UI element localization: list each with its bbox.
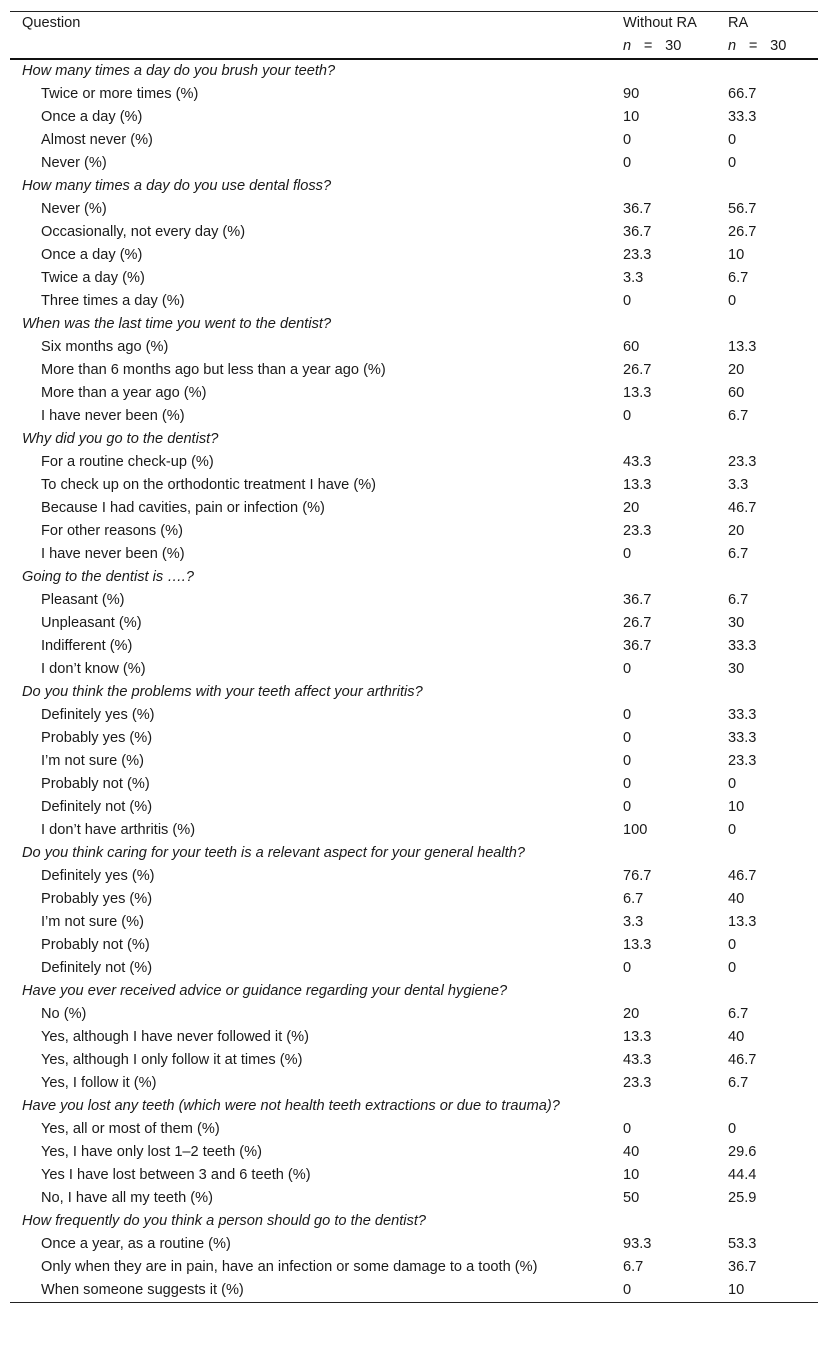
table-row bbox=[10, 1049, 818, 1072]
ra-value: 33.3 bbox=[728, 109, 757, 125]
table-row bbox=[10, 382, 818, 405]
option-label: Yes I have lost between 3 and 6 teeth (%) bbox=[41, 1167, 311, 1183]
ra-value: 29.6 bbox=[728, 1144, 757, 1160]
option-label: Never (%) bbox=[41, 155, 107, 171]
table-row bbox=[10, 106, 818, 129]
option-label: Pleasant (%) bbox=[41, 592, 125, 608]
ra-value: 20 bbox=[728, 362, 745, 378]
question-column-header: Question bbox=[22, 15, 81, 31]
ra-value: 10 bbox=[728, 247, 745, 263]
ra-value: 23.3 bbox=[728, 753, 757, 769]
without-ra-value: 13.3 bbox=[623, 385, 652, 401]
without-ra-value: 0 bbox=[623, 730, 632, 746]
ra-value: 10 bbox=[728, 1282, 745, 1298]
ra-value: 3.3 bbox=[728, 477, 749, 493]
ra-value: 0 bbox=[728, 822, 737, 838]
without-ra-value: 0 bbox=[623, 132, 632, 148]
question-row bbox=[10, 59, 818, 83]
without-ra-value: 23.3 bbox=[623, 1075, 652, 1091]
table-row bbox=[10, 911, 818, 934]
ra-value: 66.7 bbox=[728, 86, 757, 102]
without-ra-value: 40 bbox=[623, 1144, 640, 1160]
survey-table bbox=[10, 11, 818, 1303]
option-label: Yes, although I have never followed it (%) bbox=[41, 1029, 309, 1045]
ra-value: 36.7 bbox=[728, 1259, 757, 1275]
question-text: Have you ever received advice or guidance regarding your dental hygiene? bbox=[22, 983, 508, 999]
without-ra-value: 0 bbox=[623, 293, 632, 309]
table-row bbox=[10, 83, 818, 106]
without-ra-value: 13.3 bbox=[623, 937, 652, 953]
equals-symbol: = bbox=[748, 38, 758, 54]
option-label: I’m not sure (%) bbox=[41, 753, 144, 769]
option-label: Probably not (%) bbox=[41, 776, 150, 792]
without-ra-value: 0 bbox=[623, 753, 632, 769]
option-label: Three times a day (%) bbox=[41, 293, 185, 309]
ra-value: 33.3 bbox=[728, 730, 757, 746]
ra-value: 20 bbox=[728, 523, 745, 539]
ra-value: 26.7 bbox=[728, 224, 757, 240]
option-label: Yes, I have only lost 1–2 teeth (%) bbox=[41, 1144, 262, 1160]
ra-value: 6.7 bbox=[728, 592, 749, 608]
sample-size-row bbox=[10, 35, 818, 59]
without-ra-value: 100 bbox=[623, 822, 648, 838]
option-label: Definitely not (%) bbox=[41, 799, 153, 815]
ra-value: 46.7 bbox=[728, 500, 757, 516]
question-row bbox=[10, 1210, 818, 1233]
option-label: Indifferent (%) bbox=[41, 638, 133, 654]
ra-value: 44.4 bbox=[728, 1167, 757, 1183]
option-label: Probably yes (%) bbox=[41, 730, 153, 746]
ra-value: 6.7 bbox=[728, 546, 749, 562]
question-row bbox=[10, 842, 818, 865]
question-row bbox=[10, 1095, 818, 1118]
n-value: 30 bbox=[665, 38, 682, 54]
ra-value: 13.3 bbox=[728, 914, 757, 930]
table-row bbox=[10, 543, 818, 566]
question-text: Going to the dentist is ….? bbox=[22, 569, 194, 585]
option-label: Occasionally, not every day (%) bbox=[41, 224, 246, 240]
without-ra-value: 26.7 bbox=[623, 615, 652, 631]
without-ra-value: 0 bbox=[623, 546, 632, 562]
table-row bbox=[10, 221, 818, 244]
table-row bbox=[10, 129, 818, 152]
option-label: Definitely not (%) bbox=[41, 960, 153, 976]
option-label: No (%) bbox=[41, 1006, 87, 1022]
without-ra-value: 20 bbox=[623, 1006, 640, 1022]
table-row bbox=[10, 244, 818, 267]
ra-value: 40 bbox=[728, 891, 745, 907]
option-label: I’m not sure (%) bbox=[41, 914, 144, 930]
without-ra-value: 10 bbox=[623, 109, 640, 125]
option-label: Never (%) bbox=[41, 201, 107, 217]
table-row bbox=[10, 474, 818, 497]
ra-value: 0 bbox=[728, 293, 737, 309]
table-row bbox=[10, 1164, 818, 1187]
option-label: Once a day (%) bbox=[41, 247, 143, 263]
ra-value: 10 bbox=[728, 799, 745, 815]
option-label: I have never been (%) bbox=[41, 408, 185, 424]
without-ra-value: 3.3 bbox=[623, 270, 644, 286]
option-label: I don’t have arthritis (%) bbox=[41, 822, 196, 838]
without-ra-value: 0 bbox=[623, 1282, 632, 1298]
without-ra-value: 60 bbox=[623, 339, 640, 355]
without-ra-value: 0 bbox=[623, 661, 632, 677]
without-ra-value: 26.7 bbox=[623, 362, 652, 378]
ra-value: 25.9 bbox=[728, 1190, 757, 1206]
without-ra-value: 0 bbox=[623, 799, 632, 815]
option-label: Once a year, as a routine (%) bbox=[41, 1236, 231, 1252]
table-row bbox=[10, 865, 818, 888]
ra-value: 6.7 bbox=[728, 408, 749, 424]
without-ra-value: 50 bbox=[623, 1190, 640, 1206]
table-row bbox=[10, 290, 818, 313]
without-ra-value: 0 bbox=[623, 1121, 632, 1137]
table-row bbox=[10, 727, 818, 750]
table-row bbox=[10, 497, 818, 520]
table-row bbox=[10, 1256, 818, 1279]
ra-value: 0 bbox=[728, 132, 737, 148]
table-row bbox=[10, 658, 818, 681]
option-label: Yes, although I only follow it at times (%) bbox=[41, 1052, 303, 1068]
ra-value: 0 bbox=[728, 937, 737, 953]
option-label: Six months ago (%) bbox=[41, 339, 169, 355]
table-row bbox=[10, 635, 818, 658]
ra-value: 40 bbox=[728, 1029, 745, 1045]
n-symbol: n bbox=[623, 38, 632, 54]
question-row bbox=[10, 681, 818, 704]
without-ra-sample-size bbox=[612, 35, 717, 59]
without-ra-value: 0 bbox=[623, 707, 632, 723]
ra-sample-size bbox=[717, 35, 818, 59]
ra-value: 0 bbox=[728, 1121, 737, 1137]
without-ra-value: 36.7 bbox=[623, 592, 652, 608]
table-row bbox=[10, 819, 818, 842]
ra-value: 6.7 bbox=[728, 270, 749, 286]
without-ra-value: 23.3 bbox=[623, 247, 652, 263]
ra-value: 13.3 bbox=[728, 339, 757, 355]
ra-value: 33.3 bbox=[728, 638, 757, 654]
table-row bbox=[10, 796, 818, 819]
without-ra-value: 0 bbox=[623, 776, 632, 792]
table-row bbox=[10, 1026, 818, 1049]
option-label: When someone suggests it (%) bbox=[41, 1282, 244, 1298]
table-row bbox=[10, 1072, 818, 1095]
without-ra-value: 36.7 bbox=[623, 638, 652, 654]
ra-value: 33.3 bbox=[728, 707, 757, 723]
table-body bbox=[10, 59, 818, 1303]
question-row bbox=[10, 428, 818, 451]
option-label: Only when they are in pain, have an infection or some damage to a tooth (%) bbox=[41, 1259, 538, 1275]
question-text: Do you think the problems with your teeth affect your arthritis? bbox=[22, 684, 423, 700]
option-label: Probably not (%) bbox=[41, 937, 150, 953]
table-row bbox=[10, 934, 818, 957]
without-ra-value: 36.7 bbox=[623, 201, 652, 217]
table-row bbox=[10, 267, 818, 290]
without-ra-value: 0 bbox=[623, 408, 632, 424]
table-row bbox=[10, 1187, 818, 1210]
table-row bbox=[10, 704, 818, 727]
header-row bbox=[10, 12, 818, 36]
without-ra-column-header: Without RA bbox=[623, 15, 697, 31]
without-ra-value: 6.7 bbox=[623, 891, 644, 907]
option-label: Definitely yes (%) bbox=[41, 868, 155, 884]
table-row bbox=[10, 612, 818, 635]
option-label: Unpleasant (%) bbox=[41, 615, 142, 631]
ra-value: 30 bbox=[728, 615, 745, 631]
option-label: No, I have all my teeth (%) bbox=[41, 1190, 213, 1206]
without-ra-value: 6.7 bbox=[623, 1259, 644, 1275]
without-ra-value: 43.3 bbox=[623, 1052, 652, 1068]
question-row bbox=[10, 980, 818, 1003]
option-label: Yes, all or most of them (%) bbox=[41, 1121, 220, 1137]
table-row bbox=[10, 152, 818, 175]
table-row bbox=[10, 773, 818, 796]
question-row bbox=[10, 566, 818, 589]
ra-value: 23.3 bbox=[728, 454, 757, 470]
table-row bbox=[10, 336, 818, 359]
option-label: Once a day (%) bbox=[41, 109, 143, 125]
table-row bbox=[10, 198, 818, 221]
without-ra-value: 0 bbox=[623, 155, 632, 171]
without-ra-value: 13.3 bbox=[623, 1029, 652, 1045]
option-label: More than a year ago (%) bbox=[41, 385, 207, 401]
option-label: Probably yes (%) bbox=[41, 891, 153, 907]
table-row bbox=[10, 1141, 818, 1164]
without-ra-value: 0 bbox=[623, 960, 632, 976]
n-symbol: n bbox=[728, 38, 737, 54]
question-text: Why did you go to the dentist? bbox=[22, 431, 219, 447]
question-row bbox=[10, 175, 818, 198]
without-ra-value: 36.7 bbox=[623, 224, 652, 240]
ra-value: 46.7 bbox=[728, 868, 757, 884]
table-row bbox=[10, 405, 818, 428]
without-ra-value: 13.3 bbox=[623, 477, 652, 493]
option-label: Almost never (%) bbox=[41, 132, 153, 148]
ra-value: 60 bbox=[728, 385, 745, 401]
ra-column-header: RA bbox=[728, 15, 749, 31]
table-row bbox=[10, 1233, 818, 1256]
option-label: I have never been (%) bbox=[41, 546, 185, 562]
option-label: Twice or more times (%) bbox=[41, 86, 199, 102]
n-value: 30 bbox=[770, 38, 787, 54]
table-row bbox=[10, 888, 818, 911]
table-row bbox=[10, 359, 818, 382]
question-text: How many times a day do you brush your teeth? bbox=[22, 63, 336, 79]
equals-symbol: = bbox=[643, 38, 653, 54]
table-row bbox=[10, 589, 818, 612]
table-row bbox=[10, 451, 818, 474]
ra-value: 6.7 bbox=[728, 1006, 749, 1022]
option-label: More than 6 months ago but less than a year ago (%) bbox=[41, 362, 386, 378]
without-ra-value: 3.3 bbox=[623, 914, 644, 930]
ra-value: 30 bbox=[728, 661, 745, 677]
ra-value: 53.3 bbox=[728, 1236, 757, 1252]
ra-value: 56.7 bbox=[728, 201, 757, 217]
option-label: For other reasons (%) bbox=[41, 523, 183, 539]
table-row bbox=[10, 1118, 818, 1141]
question-text: Have you lost any teeth (which were not health teeth extractions or due to trauma)? bbox=[22, 1098, 560, 1114]
option-label: Because I had cavities, pain or infection (%) bbox=[41, 500, 325, 516]
option-label: Definitely yes (%) bbox=[41, 707, 155, 723]
option-label: To check up on the orthodontic treatment I have (%) bbox=[41, 477, 377, 493]
question-text: When was the last time you went to the dentist? bbox=[22, 316, 332, 332]
option-label: Twice a day (%) bbox=[41, 270, 145, 286]
question-text: Do you think caring for your teeth is a relevant aspect for your general health? bbox=[22, 845, 525, 861]
question-text: How many times a day do you use dental floss? bbox=[22, 178, 332, 194]
question-row bbox=[10, 313, 818, 336]
question-text: How frequently do you think a person should go to the dentist? bbox=[22, 1213, 427, 1229]
option-label: For a routine check-up (%) bbox=[41, 454, 214, 470]
without-ra-value: 76.7 bbox=[623, 868, 652, 884]
without-ra-value: 10 bbox=[623, 1167, 640, 1183]
empty-header-cell bbox=[10, 35, 612, 59]
ra-value: 46.7 bbox=[728, 1052, 757, 1068]
ra-value: 0 bbox=[728, 960, 737, 976]
ra-value: 0 bbox=[728, 155, 737, 171]
without-ra-value: 43.3 bbox=[623, 454, 652, 470]
ra-value: 0 bbox=[728, 776, 737, 792]
table-row bbox=[10, 1279, 818, 1303]
option-label: I don’t know (%) bbox=[41, 661, 146, 677]
table-row bbox=[10, 957, 818, 980]
table-row bbox=[10, 1003, 818, 1026]
table-row bbox=[10, 750, 818, 773]
without-ra-value: 93.3 bbox=[623, 1236, 652, 1252]
without-ra-value: 90 bbox=[623, 86, 640, 102]
without-ra-value: 23.3 bbox=[623, 523, 652, 539]
without-ra-value: 20 bbox=[623, 500, 640, 516]
table-row bbox=[10, 520, 818, 543]
ra-value: 6.7 bbox=[728, 1075, 749, 1091]
option-label: Yes, I follow it (%) bbox=[41, 1075, 157, 1091]
